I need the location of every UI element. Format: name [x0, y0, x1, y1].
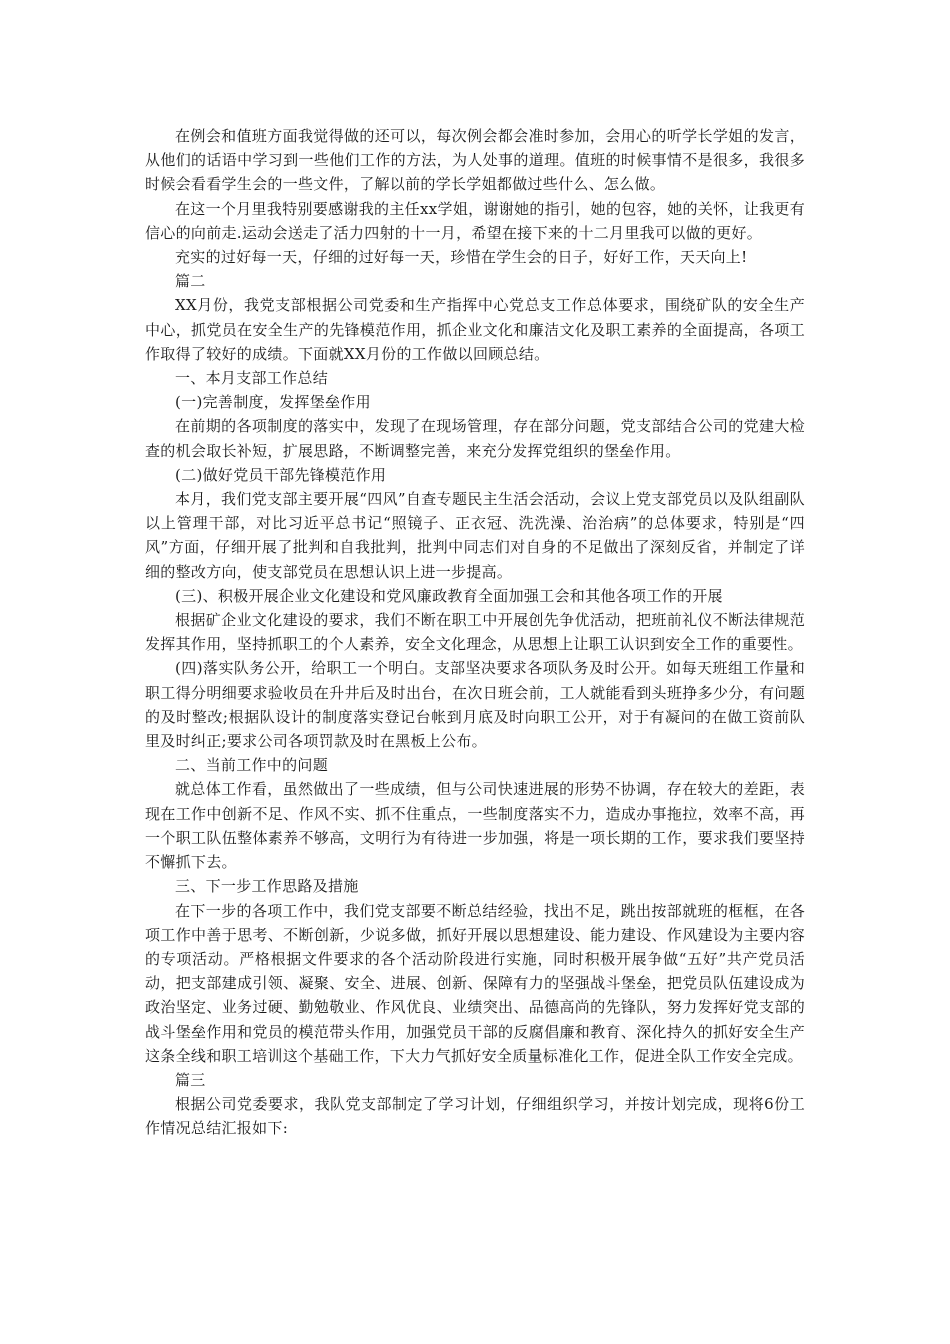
section-heading: 二、当前工作中的问题 — [175, 756, 329, 775]
subsection-heading: (二)做好党员干部先锋模范作用 — [175, 465, 387, 484]
subsection-heading: (一)完善制度，发挥堡垒作用 — [175, 393, 371, 412]
paragraph: 本月，我们党支部主要开展“四风”自查专题民主生活会活动，会议上党支部党员以及队组副队以上管理干部，对比习近平总书记“照镜子、正衣冠、洗洗澡、治治病”的总体要求，特别是“四风”方面，仔细开展了批判和自我批判，批判中同志们对自身的不足做出了深刻反省，并制定了详细的整改方向，使支部党员在思想认识上进一步提高。 — [145, 490, 805, 581]
paragraph: 在前期的各项制度的落实中，发现了在现场管理，存在部分问题，党支部结合公司的党建大检查的机会取长补短，扩展思路，不断调整完善，来充分发挥党组织的堡垒作用。 — [145, 417, 805, 460]
section-heading: 篇三 — [175, 1070, 206, 1089]
section-heading: 一、本月支部工作总结 — [175, 369, 329, 388]
paragraph: 在下一步的各项工作中，我们党支部要不断总结经验，找出不足，跳出按部就班的框框，在各项工作中善于思考、不断创新，少说多做，抓好开展以思想建设、能力建设、作风建设为主要内容的专项活动。严格根据文件要求的各个活动阶段进行实施，同时积极开展争做“五好”共产党员活动，把支部建成引领、凝聚、安全、进展、创新、保障有力的坚强战斗堡垒，把党员队伍建设成为政治坚定、业务过硬、勤勉敬业、作风优良、业绩突出、品德高尚的先锋队，努力发挥好党支部的战斗堡垒作用和党员的模范带头作用，加强党员干部的反腐倡廉和教育、深化持久的抓好安全生产这条全线和职工培训这个基础工作，下大力气抓好安全质量标准化工作，促进全队工作安全完成。 — [145, 901, 805, 1065]
subsection-heading: (三)、积极开展企业文化建设和党风廉政教育全面加强工会和其他各项工作的开展 — [175, 586, 723, 605]
paragraph: 根据公司党委要求，我队党支部制定了学习计划，仔细组织学习，并按计划完成，现将6份工作情况总结汇报如下: — [145, 1095, 805, 1138]
section-heading: 三、下一步工作思路及措施 — [175, 877, 359, 896]
document-body — [145, 124, 805, 1141]
section-heading: 篇二 — [175, 272, 206, 291]
paragraph: (四)落实队务公开，给职工一个明白。支部坚决要求各项队务及时公开。如每天班组工作量和职工得分明细要求验收员在升井后及时出台，在次日班会前，工人就能看到头班挣多少分，有问题的及时整改;根据队设计的制度落实登记台帐到月底及时向职工公开，对于有凝问的在做工资前队里及时纠正;要求公司各项罚款及时在黑板上公布。 — [145, 659, 805, 751]
paragraph: XX月份，我党支部根据公司党委和生产指挥中心党总支工作总体要求，围绕矿队的安全生产中心，抓党员在安全生产的先锋模范作用，抓企业文化和廉洁文化及职工素养的全面提高，各项工作取得了较好的成绩。下面就XX月份的工作做以回顾总结。 — [145, 296, 805, 363]
paragraph: 在这一个月里我特别要感谢我的主任xx学姐，谢谢她的指引，她的包容，她的关怀，让我更有信心的向前走.运动会送走了活力四射的十一月，希望在接下来的十二月里我可以做的更好。 — [145, 199, 805, 242]
paragraph: 在例会和值班方面我觉得做的还可以，每次例会都会准时参加，会用心的听学长学姐的发言，从他们的话语中学习到一些他们工作的方法，为人处事的道理。值班的时候事情不是很多，我很多时候会看看学生会的一些文件，了解以前的学长学姐都做过些什么、怎么做。 — [145, 127, 805, 194]
paragraph: 就总体工作看，虽然做出了一些成绩，但与公司快速进展的形势不协调，存在较大的差距，表现在工作中创新不足、作风不实、抓不住重点，一些制度落实不力，造成办事拖拉，效率不高，再一个职工队伍整体素养不够高，文明行为有待进一步加强，将是一项长期的工作，要求我们要坚持不懈抓下去。 — [145, 780, 805, 872]
paragraph: 充实的过好每一天，仔细的过好每一天，珍惜在学生会的日子，好好工作，天天向上! — [175, 248, 748, 267]
paragraph: 根据矿企业文化建设的要求，我们不断在职工中开展创先争优活动，把班前礼仪不断法律规范发挥其作用，坚持抓职工的个人素养，安全文化理念，从思想上让职工认识到安全工作的重要性。 — [145, 611, 805, 654]
